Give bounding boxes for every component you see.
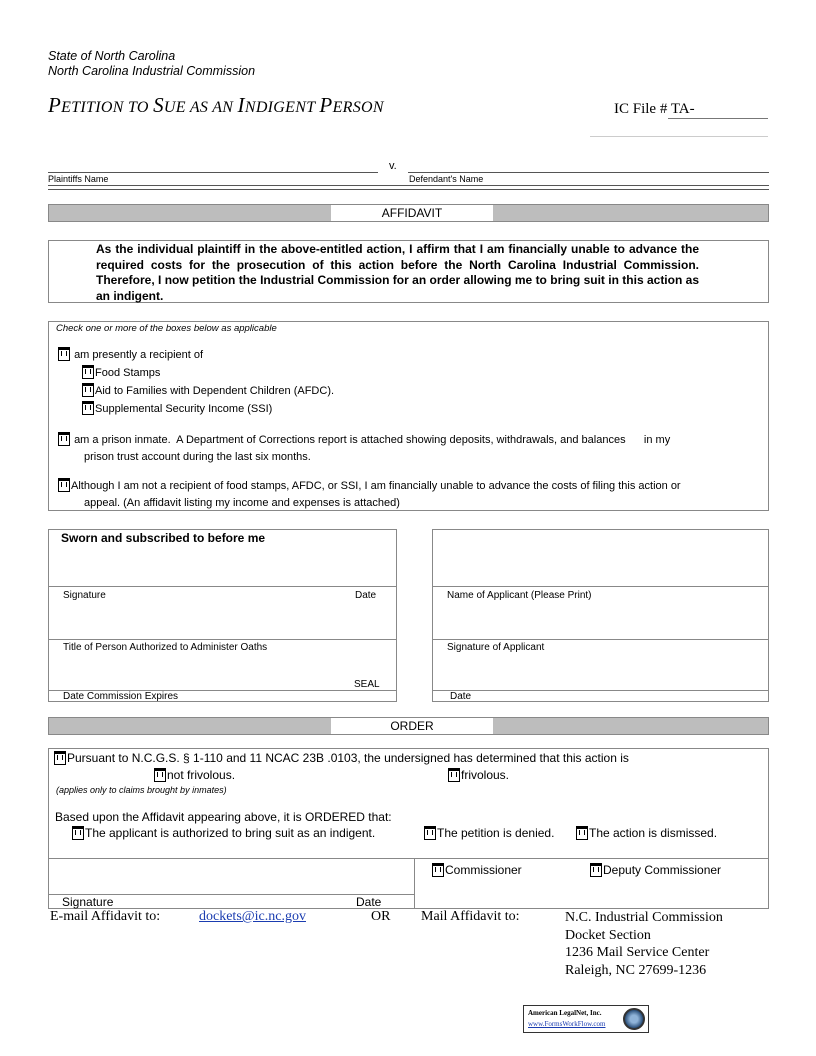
checkbox-icon[interactable] (423, 826, 436, 839)
checkbox-icon[interactable] (575, 826, 588, 839)
address-line: N.C. Industrial Commission (565, 910, 723, 925)
notary-title-label: Title of Person Authorized to Administer Oaths (63, 642, 268, 653)
plaintiff-name-label: Plaintiffs Name (48, 174, 109, 184)
address-line: Raleigh, NC 27699-1236 (565, 962, 707, 978)
order-date-label: Date (356, 895, 382, 909)
commission-name: North Carolina Industrial Commission (48, 64, 256, 78)
email-label: E-mail Affidavit to: (50, 909, 161, 924)
notary-date-label: Date (355, 590, 377, 601)
defendant-name-field[interactable] (408, 172, 769, 173)
versus-label: v. (389, 160, 397, 172)
authorized-option[interactable]: The applicant is authorized to bring suit as an indigent. (71, 826, 375, 840)
sworn-heading: Sworn and subscribed to before me (61, 531, 266, 545)
recipient-option[interactable]: am presently a recipient of (57, 347, 203, 361)
checkbox-icon[interactable] (57, 347, 70, 360)
checkbox-icon[interactable] (589, 863, 602, 876)
applicant-box (432, 529, 769, 702)
deputy-commissioner-option[interactable]: Deputy Commissioner (589, 863, 721, 877)
divider (414, 858, 415, 909)
checkbox-icon[interactable] (431, 863, 444, 876)
divider (48, 858, 769, 859)
ic-file-label: IC File # TA- (614, 101, 695, 117)
food-stamps-option[interactable]: Food Stamps (81, 365, 160, 379)
applicant-name-label: Name of Applicant (Please Print) (447, 590, 592, 601)
affidavit-section-bar (48, 204, 769, 222)
denied-option[interactable]: The petition is denied. (423, 826, 554, 840)
divider (48, 185, 769, 186)
order-signature-label: Signature (62, 895, 114, 909)
address-line: Docket Section (565, 927, 651, 943)
applicant-date-label: Date (450, 691, 472, 702)
checkbox-icon[interactable] (53, 751, 66, 764)
email-link[interactable]: dockets@ic.nc.gov (199, 909, 306, 924)
applicant-signature-field[interactable] (432, 639, 769, 640)
other-option-continued: appeal. (An affidavit listing my income and expenses is attached) (84, 497, 400, 509)
commission-expires-label: Date Commission Expires (63, 691, 179, 702)
state-name: State of North Carolina (48, 49, 176, 63)
other-option[interactable]: Although I am not a recipient of food stamps, AFDC, or SSI, I am financially unable to advance the costs of filing this action or (57, 478, 681, 492)
checkbox-icon[interactable] (71, 826, 84, 839)
checkbox-icon[interactable] (81, 383, 94, 396)
inmates-note: (applies only to claims brought by inmates) (56, 785, 227, 795)
form-title: PETITION TO SUE AS AN INDIGENT PERSON (48, 93, 384, 117)
divider (590, 136, 768, 137)
logo-url[interactable]: www.FormsWorkFlow.com (528, 1020, 606, 1028)
inmate-option-continued: prison trust account during the last six months. (84, 451, 311, 463)
notary-signature-field[interactable] (48, 586, 397, 587)
address-line: 1236 Mail Service Center (565, 945, 710, 960)
divider (48, 189, 769, 190)
state-heading (48, 49, 255, 79)
dismissed-option[interactable]: The action is dismissed. (575, 826, 717, 840)
notary-title-field[interactable] (48, 639, 397, 640)
affirmation-text: As the individual plaintiff in the above-entitled action, I affirm that I am financially unable to advance the required costs for the prosecution of this action before the North Carolina Industrial Commission. Therefore, I now petition the Industrial Commission for an order allowing me to bring suit in this action as an indigent. (96, 242, 699, 303)
not-frivolous-option[interactable]: not frivolous. (153, 768, 235, 782)
inmate-option[interactable]: am a prison inmate. A Department of Corrections report is attached showing deposits, withdrawals, and balances in my (57, 432, 670, 446)
order-heading: ORDER (331, 718, 493, 734)
checkbox-icon[interactable] (57, 478, 70, 491)
checkbox-icon[interactable] (57, 432, 70, 445)
commissioner-option[interactable]: Commissioner (431, 863, 522, 877)
applicant-signature-label: Signature of Applicant (447, 642, 545, 653)
checkbox-icon[interactable] (153, 768, 166, 781)
logo-company: American LegalNet, Inc. (528, 1009, 602, 1017)
logo-seal-icon (623, 1008, 645, 1030)
ordered-text: Based upon the Affidavit appearing above, it is ORDERED that: (55, 810, 392, 824)
notary-signature-label: Signature (63, 590, 106, 601)
mail-label: Mail Affidavit to: (421, 909, 520, 924)
ssi-option[interactable]: Supplemental Security Income (SSI) (81, 401, 272, 415)
or-label: OR (371, 909, 391, 924)
notary-box (48, 529, 397, 702)
applicant-name-field[interactable] (432, 586, 769, 587)
checkbox-icon[interactable] (447, 768, 460, 781)
checkbox-icon[interactable] (81, 401, 94, 414)
affidavit-heading: AFFIDAVIT (331, 205, 493, 221)
publisher-logo[interactable] (523, 1005, 649, 1033)
afdc-option[interactable]: Aid to Families with Dependent Children (AFDC). (81, 383, 334, 397)
checkbox-instruction: Check one or more of the boxes below as applicable (56, 323, 277, 334)
order-section-bar (48, 717, 769, 735)
defendant-name-label: Defendant's Name (409, 174, 484, 184)
plaintiff-name-field[interactable] (48, 172, 378, 173)
applicant-date-field[interactable] (432, 690, 769, 691)
mailing-address (565, 909, 723, 979)
ic-file-field[interactable] (668, 118, 768, 119)
checkbox-icon[interactable] (81, 365, 94, 378)
seal-label: SEAL (354, 679, 380, 690)
frivolous-option[interactable]: frivolous. (447, 768, 509, 782)
pursuant-option: Pursuant to N.C.G.S. § 1-110 and 11 NCAC 23B .0103, the undersigned has determined that this action is (53, 751, 629, 765)
